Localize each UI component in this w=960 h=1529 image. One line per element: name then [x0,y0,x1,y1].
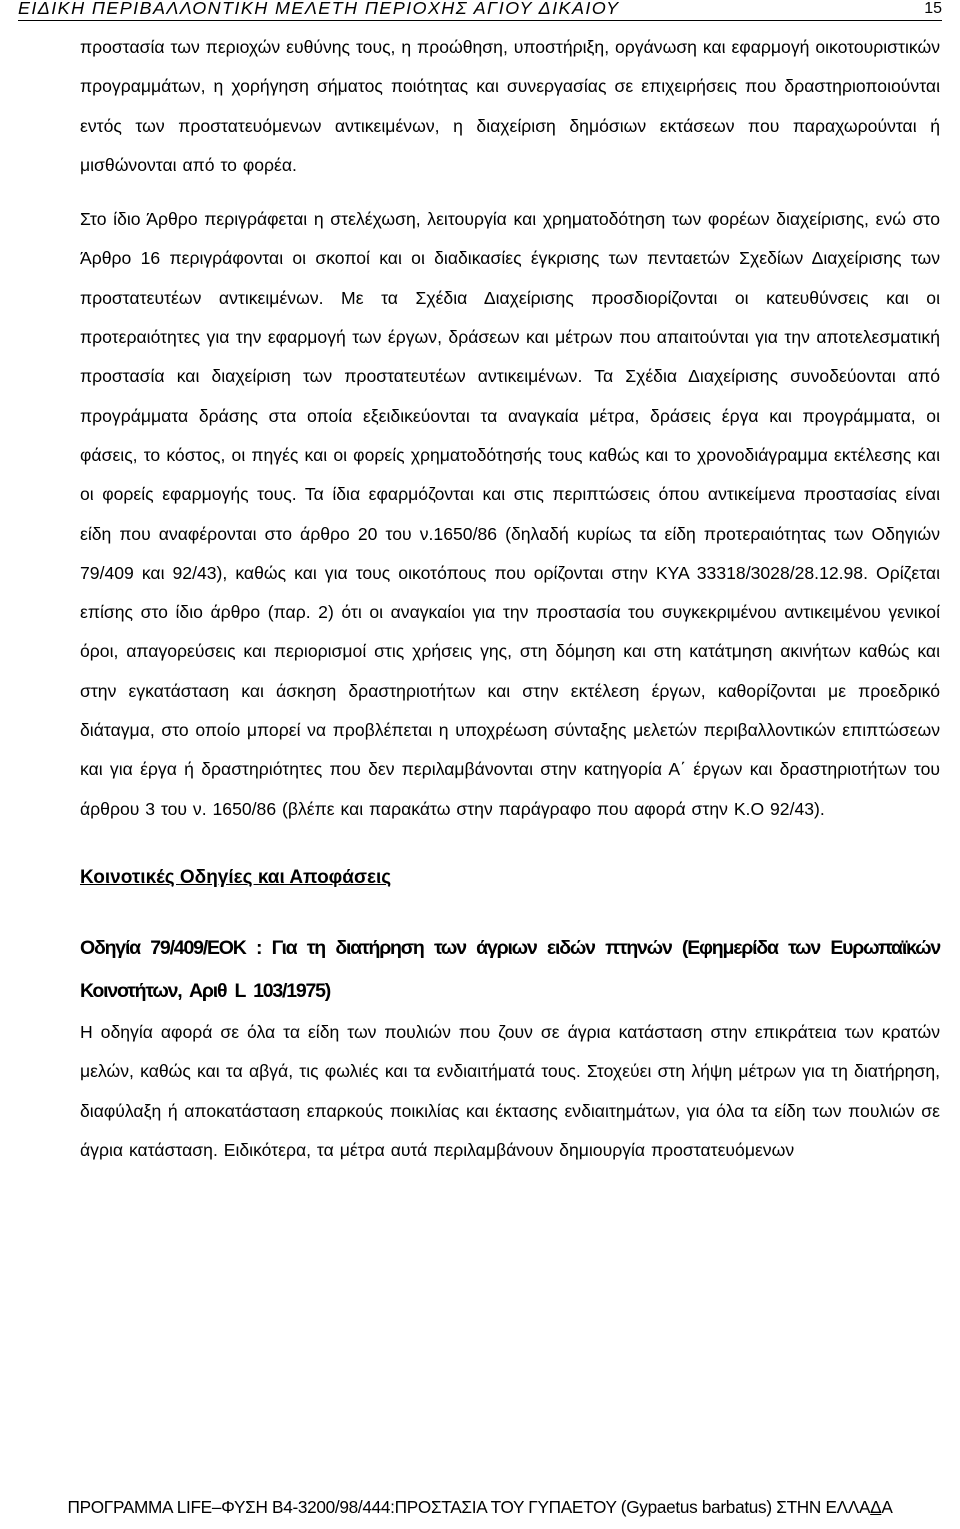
paragraph-2: Στο ίδιο Άρθρο περιγράφεται η στελέχωση, λειτουργία και χρηματοδότηση των φορέων διαχείρισης, ενώ στο Άρθρο 16 περιγράφονται οι σκοποί και οι διαδικασίες έγκρισης των πενταετών Σχεδίων Διαχείρισης των προστατευτέων αντικειμένων. Με τα Σχέδια Διαχείρισης προσδιορίζονται οι κατευθύνσεις και οι προτεραιότητες για την εφαρμογή των έργων, δράσεων και μέτρων που απαιτούνται για την αποτελεσματική προστασία και διαχείριση των προστατευτέων αντικειμένων. Τα Σχέδια Διαχείρισης συνοδεύονται από προγράμματα δράσης στα οποία εξειδικεύονται τα αναγκαία μέτρα, δράσεις έργα και προγράμματα, οι φάσεις, το κόστος, οι πηγές και οι φορείς χρηματοδότησής τους καθώς και το χρονοδιάγραμμα εκτέλεσης και οι φορείς εφαρμογής τους. Τα ίδια εφαρμόζονται και στις περιπτώσεις όπου αντικείμενα προστασίας είναι είδη που αναφέρονται στο άρθρο 20 του ν.1650/86 (δηλαδή κυρίως τα είδη προτεραιότητας των Οδηγιών 79/409 και 92/43), καθώς και για τους οικοτόπους που ορίζονται στην ΚΥΑ 33318/3028/28.12.98. Ορίζεται επίσης στο ίδιο άρθρο (παρ. 2) ότι οι αναγκαίοι για την προστασία του συγκεκριμένου αντικειμένου γενικοί όροι, απαγορεύσεις και περιορισμοί στις χρήσεις γης, στη δόμηση και στη κατάτμηση ακινήτων καθώς και στην εγκατάσταση και άσκηση δραστηριοτήτων και στην εκτέλεση έργων, καθορίζονται με προεδρικό διάταγμα, στο οποίο μπορεί να προβλέπεται η υποχρέωση σύνταξης μελετών περιβαλλοντικών επιπτώσεων και για έργα ή δραστηριότητες που δεν περιλαμβάνονται στην κατηγορία Α΄ έργων και δραστηριοτήτων του άρθρου 3 του ν. 1650/86 (βλέπε και παρακάτω στην παράγραφο που αφορά στην Κ.Ο 92/43). [80,209,940,819]
section-heading: Κοινοτικές Οδηγίες και Αποφάσεις [80,866,392,888]
page-header [18,0,942,21]
paragraph-3: Η οδηγία αφορά σε όλα τα είδη των πουλιών που ζουν σε άγρια κατάσταση στην επικράτεια των κρατών μελών, καθώς και τα αβγά, τις φωλιές και τα ενδιαιτήματά τους. Στοχεύει στη λήψη μέτρων για τη διατήρηση, διαφύλαξη ή αποκατάσταση επαρκούς ποικιλίας και έκτασης ενδιαιτημάτων, για όλα τα είδη των πουλιών σε άγρια κατάσταση. Ειδικότερα, τα μέτρα αυτά περιλαμβάνουν δημιουργία προστατευόμενων [80,1021,940,1160]
header-title: ΕΙΔΙΚΗ ΠΕΡΙΒΑΛΛΟΝΤΙΚΗ ΜΕΛΕΤΗ ΠΕΡΙΟΧΗΣ ΑΓΙΟΥ ΔΙΚΑΙΟΥ [18,0,620,18]
document-body [80,28,940,1170]
footer-text-end: Α [881,1497,893,1517]
page-number: 15 [924,0,942,17]
page-footer [0,1497,960,1518]
footer-text: ΠΡΟΓΡΑΜΜΑ LIFE–ΦΥΣΗ Β4-3200/98/444:ΠΡΟΣΤΑΣΙΑ ΤΟΥ ΓΥΠΑΕΤΟΥ (Gypaetus barbatus) ΣΤΗΝ ΕΛΛΑ [67,1497,871,1517]
footer-underlined-letter: Δ [870,1497,882,1517]
directive-heading: Οδηγία 79/409/ΕΟΚ : Για τη διατήρηση των άγριων ειδών πτηνών (Εφημερίδα των Ευρωπαϊκών Κοινοτήτων, Αριθ L 103/1975) [80,936,940,1002]
paragraph-1: προστασία των περιοχών ευθύνης τους, η προώθηση, υποστήριξη, οργάνωση και εφαρμογή οικοτουριστικών προγραμμάτων, η χορήγηση σήματος ποιότητας και συνεργασίας σε επιχειρήσεις που δραστηριοποιούνται εντός των προστατευόμενων αντικειμένων, η διαχείριση δημόσιων εκτάσεων που παραχωρούνται ή μισθώνονται από το φορέα. [80,37,940,175]
